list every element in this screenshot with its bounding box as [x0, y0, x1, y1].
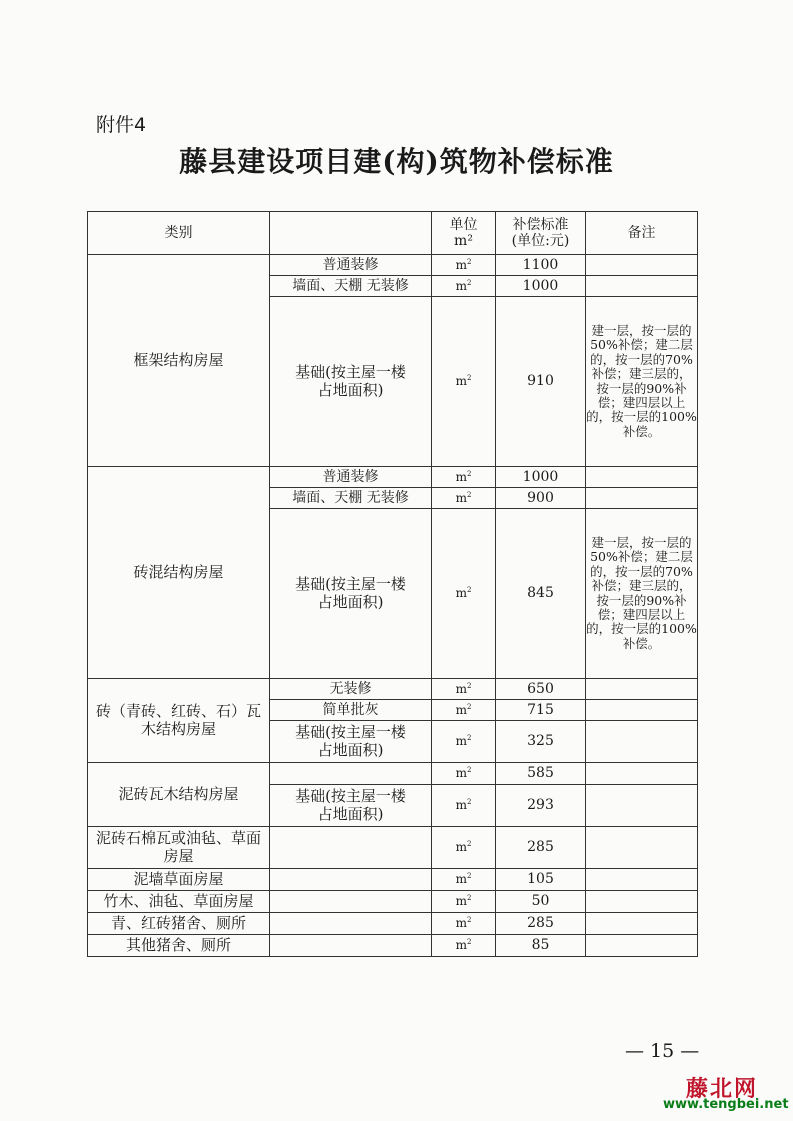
remark-cell: [586, 488, 698, 509]
value-cell: 1000: [496, 467, 586, 488]
unit-cell: $m^2$: [432, 763, 496, 785]
category-cell: 竹木、油毡、草面房屋: [88, 891, 270, 913]
unit-cell: $m^2$: [432, 785, 496, 827]
page-number: — 15 —: [625, 1040, 700, 1062]
table-row: [88, 913, 698, 935]
item-cell: 墙面、天棚 无装修: [270, 488, 432, 509]
table-header-row: [88, 212, 698, 255]
value-cell: 910: [496, 297, 586, 467]
item-cell: [270, 935, 432, 957]
unit-cell: $m^2$: [432, 467, 496, 488]
unit-cell: $m^2$: [432, 255, 496, 276]
attachment-label: 附件4: [96, 114, 147, 136]
unit-cell: $m^2$: [432, 869, 496, 891]
unit-cell: $m^2$: [432, 891, 496, 913]
header-standard: 补偿标准 (单位:元): [496, 212, 586, 255]
category-cell: 框架结构房屋: [88, 255, 270, 467]
category-cell: 砖（青砖、红砖、石）瓦 木结构房屋: [88, 679, 270, 763]
table-row: [88, 935, 698, 957]
remark-cell: [586, 891, 698, 913]
value-cell: 105: [496, 869, 586, 891]
table-row: [88, 467, 698, 488]
item-cell: [270, 913, 432, 935]
compensation-table: [87, 211, 698, 957]
unit-cell: $m^2$: [432, 297, 496, 467]
site-url: www.tengbei.net: [663, 1097, 789, 1112]
item-cell: 基础(按主屋一楼 占地面积): [270, 509, 432, 679]
value-cell: 715: [496, 700, 586, 721]
category-cell: 泥墙草面房屋: [88, 869, 270, 891]
page-title: 藤县建设项目建(构)筑物补偿标准: [179, 145, 614, 178]
value-cell: 50: [496, 891, 586, 913]
remark-cell: [586, 763, 698, 785]
category-cell: 砖混结构房屋: [88, 467, 270, 679]
value-cell: 325: [496, 721, 586, 763]
unit-cell: $m^2$: [432, 913, 496, 935]
table-row: [88, 763, 698, 785]
category-cell: 其他猪舍、厕所: [88, 935, 270, 957]
value-cell: 650: [496, 679, 586, 700]
table-row: [88, 679, 698, 700]
remark-cell: 建一层，按一层的50%补偿；建二层的，按一层的70%补偿；建三层的，按一层的90%补偿；建四层以上的，按一层的100%补偿。: [586, 297, 698, 467]
unit-cell: $m^2$: [432, 721, 496, 763]
header-remark: 备注: [586, 212, 698, 255]
remark-cell: [586, 935, 698, 957]
table-row: [88, 255, 698, 276]
remark-cell: [586, 276, 698, 297]
value-cell: 1000: [496, 276, 586, 297]
remark-cell: [586, 721, 698, 763]
unit-cell: $m^2$: [432, 276, 496, 297]
value-cell: 585: [496, 763, 586, 785]
unit-cell: $m^2$: [432, 509, 496, 679]
remark-cell: [586, 869, 698, 891]
item-cell: 普通装修: [270, 255, 432, 276]
remark-cell: [586, 827, 698, 869]
category-cell: 青、红砖猪舍、厕所: [88, 913, 270, 935]
unit-cell: $m^2$: [432, 827, 496, 869]
table-row: [88, 869, 698, 891]
remark-cell: [586, 467, 698, 488]
item-cell: [270, 869, 432, 891]
remark-cell: [586, 255, 698, 276]
value-cell: 293: [496, 785, 586, 827]
value-cell: 900: [496, 488, 586, 509]
item-cell: 简单批灰: [270, 700, 432, 721]
site-logo: 藤北网: [686, 1076, 759, 1102]
table-row: [88, 827, 698, 869]
remark-cell: [586, 785, 698, 827]
remark-cell: [586, 700, 698, 721]
category-cell: 泥砖瓦木结构房屋: [88, 763, 270, 827]
remark-cell: [586, 913, 698, 935]
table-row: [88, 891, 698, 913]
unit-cell: $m^2$: [432, 700, 496, 721]
unit-cell: $m^2$: [432, 935, 496, 957]
remark-cell: [586, 679, 698, 700]
item-cell: 普通装修: [270, 467, 432, 488]
item-cell: [270, 827, 432, 869]
header-item: [270, 212, 432, 255]
item-cell: 基础(按主屋一楼 占地面积): [270, 721, 432, 763]
item-cell: 基础(按主屋一楼 占地面积): [270, 297, 432, 467]
item-cell: 基础(按主屋一楼 占地面积): [270, 785, 432, 827]
item-cell: [270, 763, 432, 785]
header-category: 类别: [88, 212, 270, 255]
value-cell: 85: [496, 935, 586, 957]
item-cell: [270, 891, 432, 913]
category-cell: 泥砖石棉瓦或油毡、草面 房屋: [88, 827, 270, 869]
item-cell: 墙面、天棚 无装修: [270, 276, 432, 297]
value-cell: 285: [496, 913, 586, 935]
value-cell: 285: [496, 827, 586, 869]
unit-cell: $m^2$: [432, 679, 496, 700]
remark-cell: 建一层，按一层的50%补偿；建二层的，按一层的70%补偿；建三层的，按一层的90%补偿；建四层以上的，按一层的100%补偿。: [586, 509, 698, 679]
unit-cell: $m^2$: [432, 488, 496, 509]
value-cell: 1100: [496, 255, 586, 276]
item-cell: 无装修: [270, 679, 432, 700]
value-cell: 845: [496, 509, 586, 679]
header-unit: 单位 m²: [432, 212, 496, 255]
